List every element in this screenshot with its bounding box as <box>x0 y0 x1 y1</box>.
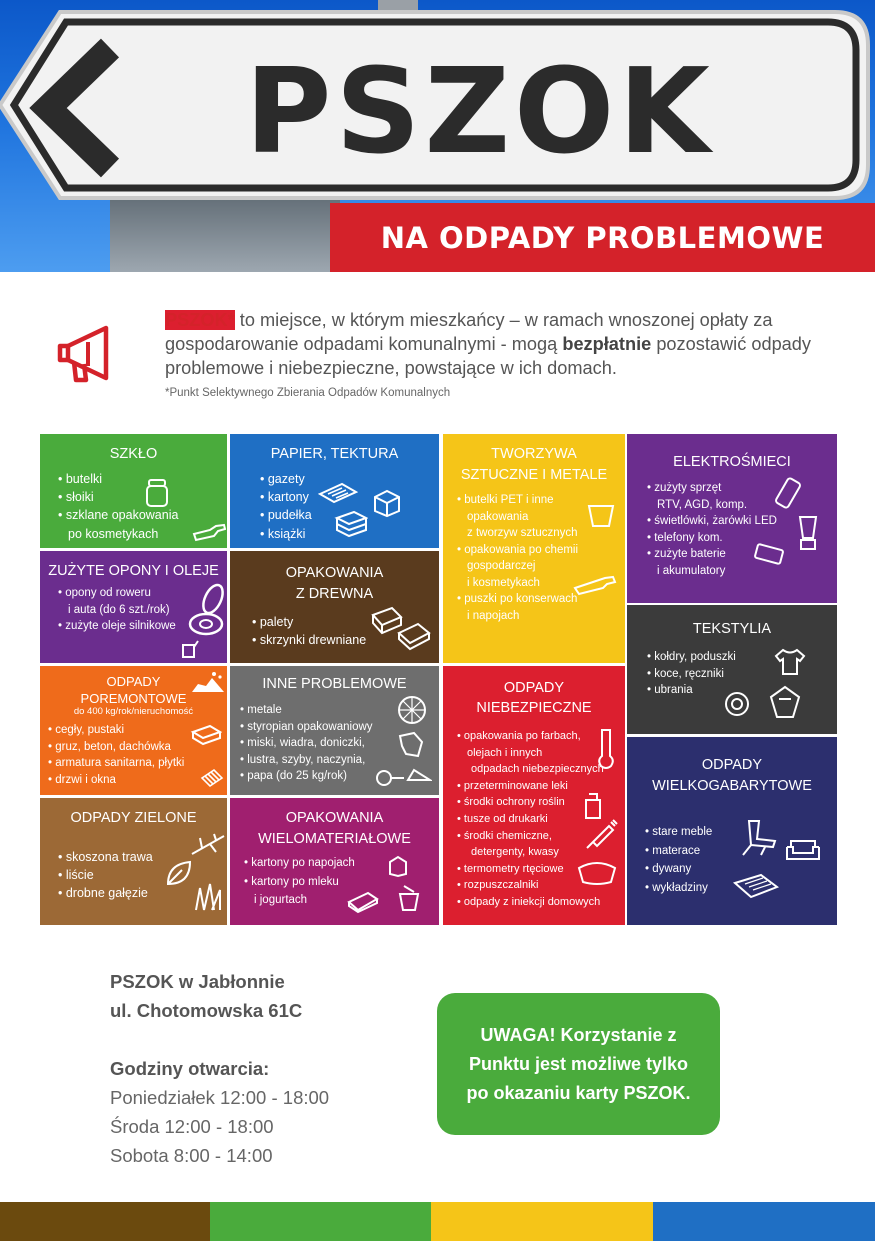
list-item: po kosmetykach <box>68 526 159 541</box>
list-item: • gazety <box>260 470 312 488</box>
branch-icon <box>190 832 226 858</box>
list-item: z tworzyw sztucznych <box>467 527 578 539</box>
tile-title: INNE PROBLEMOWE <box>262 676 407 692</box>
banner-title: NA ODPADY PROBLEMOWE <box>380 220 825 255</box>
list-item: RTV, AGD, komp. <box>657 498 748 511</box>
list-item: • telefony kom. <box>647 530 777 547</box>
list-item: • dywany <box>645 860 712 879</box>
tile-title: WIELKOGABARYTOWE <box>652 778 812 794</box>
stripe <box>210 1202 431 1241</box>
color-stripes <box>0 1202 875 1241</box>
list-item: • ubrania <box>647 682 736 699</box>
list-item: • odpady z iniekcji domowych <box>457 894 604 911</box>
blender-icon <box>795 514 821 552</box>
list-item: • rozpuszczalniki <box>457 877 604 894</box>
tile-list <box>457 492 578 624</box>
list-item: • koce, ręczniki <box>647 666 736 683</box>
tile-title: SZKŁO <box>109 446 158 462</box>
carpet-icon <box>731 873 781 901</box>
tile-title: TEKSTYLIA <box>692 621 772 637</box>
list-item: i kosmetykach <box>467 576 540 589</box>
tile-title: TWORZYWA <box>491 446 577 462</box>
intro-text-2: pozostawić odpady problemowe i niebezpieczne, powstające w ich domach. <box>165 334 812 378</box>
list-item: • opakowania po farbach, <box>457 728 604 745</box>
list-item: • skrzynki drewniane <box>252 631 366 649</box>
tile-list <box>260 470 312 543</box>
tile-title: NIEBEZPIECZNE <box>476 700 592 716</box>
tile-tekstylia <box>627 605 837 734</box>
tile-title: WIELOMATERIAŁOWE <box>258 831 411 847</box>
rubble-icon <box>190 670 226 694</box>
sign-title: PSZOK <box>245 42 714 180</box>
list-item: olejach i innych <box>467 746 543 759</box>
list-item: • gruz, beton, dachówka <box>48 739 184 756</box>
list-item: • drzwi i okna <box>48 772 184 789</box>
pallet-icon <box>396 619 432 653</box>
cup-icon <box>587 502 615 528</box>
list-item: • liście <box>58 866 153 884</box>
clothes-icon <box>765 683 805 721</box>
list-item: • książki <box>260 525 312 543</box>
tile-list <box>48 722 184 788</box>
stripe <box>431 1202 653 1241</box>
tile-zielone <box>40 798 227 925</box>
paint-can-icon <box>575 858 619 886</box>
barrow-icon <box>374 764 432 788</box>
tile-title: SZTUCZNE I METALE <box>460 467 608 483</box>
list-item: • metale <box>240 702 373 719</box>
list-item: gospodarczej <box>467 560 536 572</box>
list-item: • opony od roweru <box>58 585 176 602</box>
warning-box <box>437 993 720 1135</box>
tile-title: OPAKOWANIA <box>285 565 384 581</box>
milk-carton-icon <box>346 890 380 914</box>
list-item: • opakowania po chemii <box>457 542 578 559</box>
tile-title: OPAKOWANIA <box>285 810 384 826</box>
tile-inne <box>230 666 439 795</box>
list-item: • słoiki <box>58 488 178 506</box>
hours-row: Sobota 8:00 - 14:00 <box>110 1145 273 1166</box>
list-item: • lustra, szyby, naczynia, <box>240 752 373 769</box>
tile-szklo <box>40 434 227 548</box>
tile-list <box>252 613 366 649</box>
juice-carton-icon <box>386 854 410 878</box>
list-item: • wykładziny <box>645 879 712 898</box>
chair-icon <box>735 817 779 857</box>
tile-poremont <box>40 666 227 795</box>
list-item: • zużyte oleje silnikowe <box>58 618 176 635</box>
tile-list <box>645 823 712 897</box>
tile-title: ODPADY ZIELONE <box>70 810 197 826</box>
list-item: • szklane opakowania <box>58 506 178 524</box>
list-item: • butelki <box>58 470 178 488</box>
stripe <box>653 1202 875 1241</box>
list-item: opakowania <box>467 510 529 523</box>
list-item: • cegły, pustaki <box>48 722 184 739</box>
list-item: • papa (do 25 kg/rok) <box>240 768 373 785</box>
list-item: • miski, wiadra, doniczki, <box>240 735 373 752</box>
list-item: • stare meble <box>645 823 712 842</box>
tile-papier <box>230 434 439 548</box>
books-icon <box>334 508 368 538</box>
intro-paragraph <box>165 308 845 380</box>
intro-lead: PSZOK* <box>165 310 235 330</box>
list-item: • styropian opakowaniowy <box>240 719 373 736</box>
tile-title: ODPADY <box>701 757 763 773</box>
tile-title: ZUŻYTE OPONY I OLEJE <box>48 563 219 579</box>
tile-title: POREMONTOWE <box>80 691 187 706</box>
list-item: i auta (do 6 szt./rok) <box>68 603 170 616</box>
jar-icon <box>144 478 170 508</box>
newspaper-icon <box>318 482 358 504</box>
tiles-icon <box>200 768 224 788</box>
syringe-icon <box>583 816 619 852</box>
list-item: • puszki po konserwach <box>457 591 578 608</box>
list-item: • tusze od drukarki <box>457 811 604 828</box>
intro-text-1: to miejsce, w którym mieszkańcy – w ramach wnoszonej opłaty za gospodarowanie odpadami komunalnymi - mogą <box>165 310 773 354</box>
brick-icon <box>190 724 222 746</box>
list-item: • drobne gałęzie <box>58 884 153 902</box>
sofa-icon <box>783 835 823 865</box>
list-item: • skoszona trawa <box>58 848 153 866</box>
tile-limit: do 400 kg/rok/nieruchomość <box>73 706 194 717</box>
list-item: • palety <box>252 613 366 631</box>
towel-roll-icon <box>723 689 751 719</box>
list-item: • środki chemiczne, <box>457 828 604 845</box>
tile-list <box>58 848 153 903</box>
tile-list <box>58 585 176 635</box>
list-item: • kartony po napojach <box>244 854 355 873</box>
tile-title: ODPADY <box>503 680 565 696</box>
list-item: i jogurtach <box>254 894 308 907</box>
tshirt-icon <box>773 647 807 677</box>
tile-tworzywa <box>443 434 625 663</box>
car-tire-icon <box>186 611 226 637</box>
tile-title: ODPADY <box>106 674 161 689</box>
yogurt-icon <box>396 882 422 912</box>
stripe <box>0 1202 210 1241</box>
styrofoam-icon <box>396 730 426 760</box>
pszok-street: ul. Chotomowska 61C <box>110 1000 303 1021</box>
tile-opony <box>40 551 227 663</box>
list-item: • kołdry, poduszki <box>647 649 736 666</box>
tile-title: PAPIER, TEKTURA <box>270 446 399 462</box>
wheel-icon <box>396 694 428 726</box>
list-item: detergenty, kwasy <box>471 846 559 859</box>
list-item: i akumulatory <box>657 564 726 577</box>
hours-row: Środa 12:00 - 18:00 <box>110 1116 274 1137</box>
list-item: • materace <box>645 842 712 861</box>
tablet-icon <box>753 542 785 566</box>
tile-niebezp <box>443 666 625 925</box>
tile-drewno <box>230 551 439 663</box>
list-item: i napojach <box>467 609 520 622</box>
phone-icon <box>773 476 803 510</box>
hours-row: Poniedziałek 12:00 - 18:00 <box>110 1087 330 1108</box>
tile-wielko <box>627 737 837 925</box>
header-hero <box>0 0 875 272</box>
list-item: • termometry rtęciowe <box>457 861 604 878</box>
list-item: • zużyte baterie <box>647 546 777 563</box>
list-item: • zużyty sprzęt <box>647 480 777 497</box>
list-item: • armatura sanitarna, płytki <box>48 755 184 772</box>
intro-bold: bezpłatnie <box>562 334 652 354</box>
footnote: *Punkt Selektywnego Zbierania Odpadów Komunalnych <box>165 387 451 399</box>
warning-text: UWAGA! Korzystanie z Punktu jest możliwe tylko po okazaniu karty PSZOK. <box>466 1024 691 1103</box>
tile-wielomat <box>230 798 439 925</box>
hours-title: Godziny otwarcia: <box>110 1058 270 1079</box>
tile-title: ELEKTROŚMIECI <box>673 454 791 470</box>
tile-list <box>240 702 373 785</box>
list-item: • środki ochrony roślin <box>457 794 604 811</box>
list-item: • świetlówki, żarówki LED <box>647 513 777 530</box>
tile-elektro <box>627 434 837 603</box>
list-item: • przeterminowane leki <box>457 778 604 795</box>
thermometer-icon <box>595 726 617 770</box>
list-item: • pudełka <box>260 506 312 524</box>
list-item: odpadach niebezpiecznych <box>471 763 604 776</box>
address-block <box>110 967 329 1170</box>
oil-can-icon <box>180 637 200 659</box>
tile-list <box>244 854 355 910</box>
banner <box>330 203 875 272</box>
box-icon <box>372 488 402 518</box>
grass-icon <box>190 880 226 912</box>
list-item: • butelki PET i inne <box>457 492 578 509</box>
plastic-bottle-icon <box>573 574 617 596</box>
tile-title: Z DREWNA <box>295 586 374 602</box>
megaphone-icon <box>54 320 120 386</box>
bottle-icon <box>192 522 226 542</box>
pszok-name: PSZOK w Jabłonnie <box>110 971 285 992</box>
list-item: • kartony po mleku <box>244 873 355 892</box>
list-item: • kartony <box>260 488 312 506</box>
